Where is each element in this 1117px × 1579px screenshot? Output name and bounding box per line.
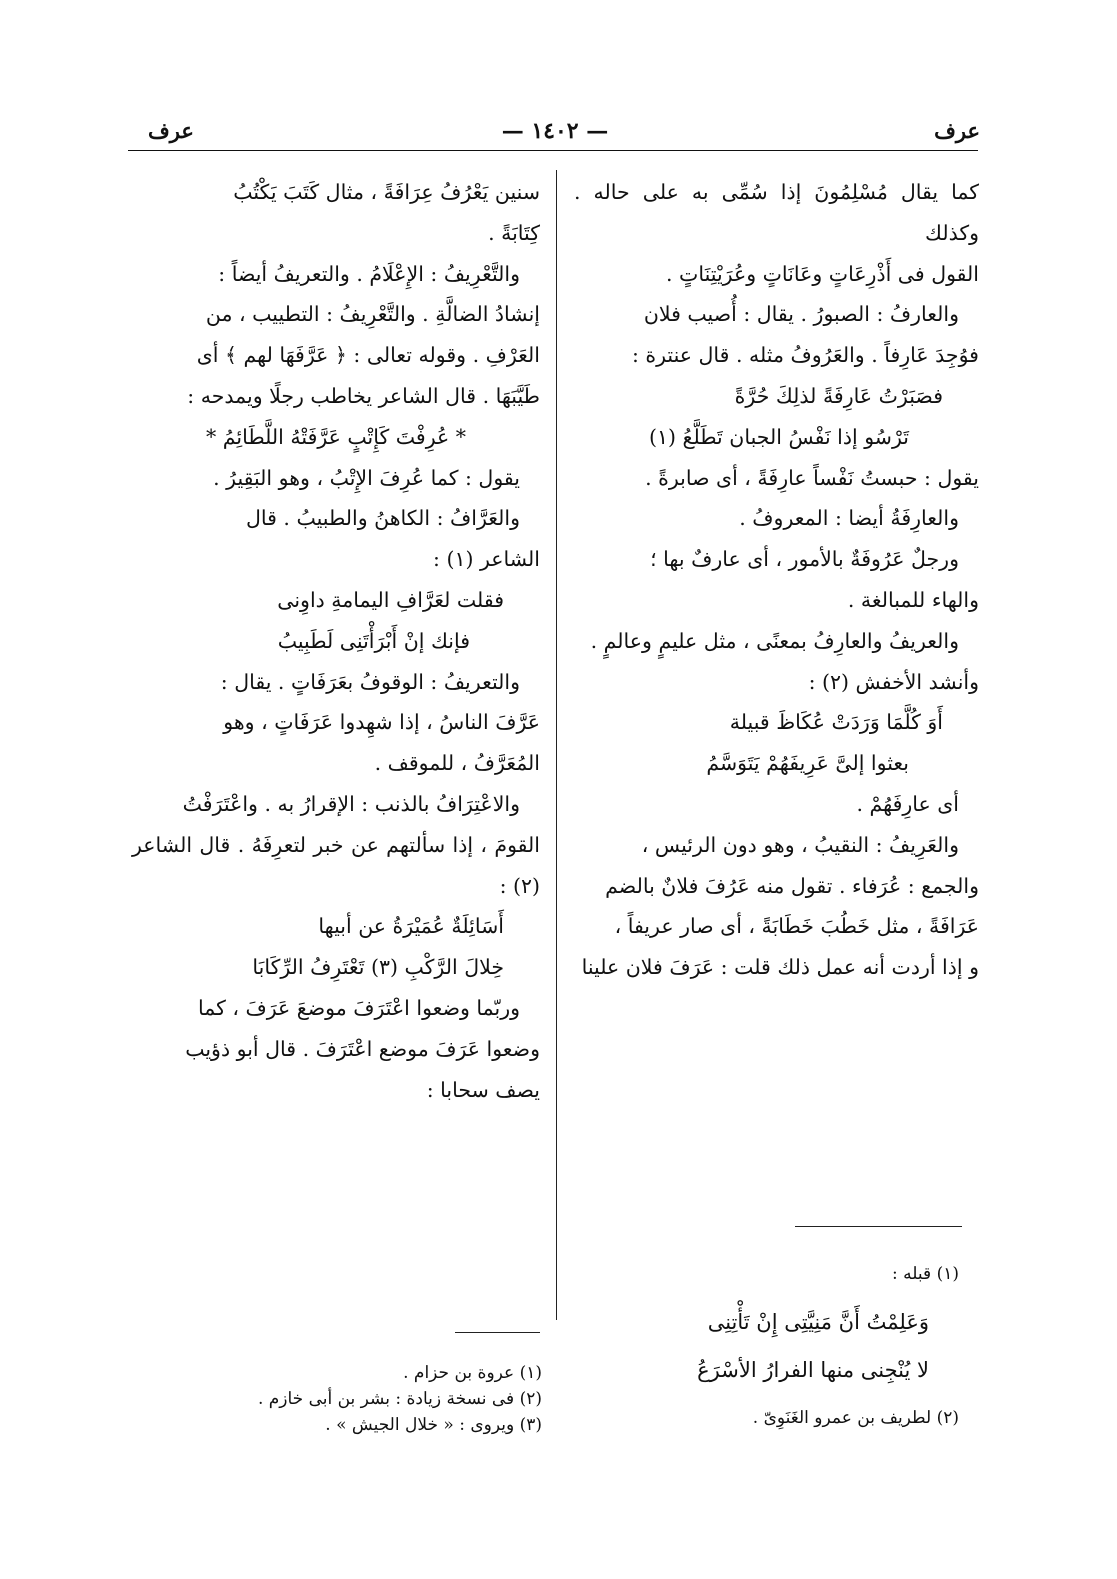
- footnote: (٢) لطريف بن عمرو الغَنَوِىّ .: [752, 1408, 959, 1428]
- column-divider: [556, 170, 557, 1320]
- verse-line: تَرْسُو إذا نَفْسُ الجبان تَطَلَّعُ (١): [649, 424, 909, 449]
- text-line: طَيَّبَهَا . قال الشاعر يخاطب رجلًا ويمدحه :: [187, 383, 540, 408]
- text-line: كِتَابَةً .: [488, 220, 540, 245]
- footnote-verse: لا يُنْجِنى منها الفرارُ الأسْرَعُ: [697, 1358, 929, 1382]
- text-line: والعريفُ والعارِفُ بمعنًى ، مثل عليمٍ وعالمٍ .: [590, 628, 959, 653]
- text-line: فوُجِدَ عَارِفاً . والعَرُوفُ مثله . قال عنترة :: [631, 343, 979, 368]
- text-line: والعارفُ : الصبورُ . يقال : أُصيب فلان: [643, 302, 959, 327]
- page-number: — ١٤٠٢ —: [501, 118, 609, 144]
- text-line: الشاعر (١) :: [433, 547, 540, 572]
- header-rule: [128, 150, 978, 151]
- verse-line: خِلالَ الرَّكْبِ (٣) تَعْتَرِفُ الرِّكَابَا: [252, 955, 504, 980]
- verse-line: أَسَائِلَةٌ عُمَيْرَةُ عن أبيها: [318, 914, 504, 939]
- verse-line: بعثوا إلىَّ عَرِيفَهُمْ يَتَوَسَّمُ: [706, 751, 909, 776]
- headword-left: عرف: [148, 118, 194, 143]
- text-line: إنشادُ الضالَّةِ . والتَّعْرِيفُ : التطييب ، من: [205, 302, 540, 327]
- text-line: يقول : كما عُرِفَ الإِتْبُ ، وهو البَقِيرُ .: [213, 465, 520, 490]
- text-line: ورجلٌ عَرُوفَةٌ بالأمور ، أى عارفٌ بها ؛: [650, 547, 959, 572]
- text-line: القول فى أَذْرِعَاتٍ وعَانَاتٍ وعُرَيْتِنَاتٍ .: [666, 261, 979, 286]
- text-line: وأنشد الأخفش (٢) :: [808, 669, 979, 694]
- right-column: [574, 172, 979, 988]
- footnote-verse: وَعَلِمْتُ أَنَّ مَنِيَّتِى إِنْ تَأْتِنِى: [707, 1310, 929, 1334]
- verse-line: فصَبَرْتُ عَارِفَةً لذلِكَ حُرَّةً: [734, 383, 943, 408]
- text-line: يصف سحابا :: [426, 1077, 540, 1102]
- page-header: [130, 118, 980, 152]
- footnote: (٣) ويروى : « خلال الجيش » .: [325, 1415, 542, 1435]
- text-line: القومَ ، إذا سألتهم عن خبر لتعرِفَهُ . قال الشاعر (٢) :: [132, 832, 540, 898]
- text-line: كما يقال مُسْلِمُونَ إذا سُمِّى به على حاله . وكذلك: [574, 180, 979, 245]
- text-line: والاعْتِرَافُ بالذنب : الإقرارُ به . واعْتَرَفْتُ: [182, 791, 520, 816]
- text-line: عَرَافَةً ، مثل خَطُبَ خَطَابَةً ، أى صار عريفاً ،: [614, 914, 979, 939]
- text-line: عَرَّفَ الناسُ ، إذا شهِدوا عَرَفَاتٍ ، وهو: [223, 710, 540, 735]
- verse-line: أَوَ كُلَّمَا وَرَدَتْ عُكَاظَ قبيلة: [729, 710, 943, 735]
- text-line: والتعريفُ : الوقوفُ بعَرَفَاتٍ . يقال :: [220, 669, 520, 694]
- footnote: (١) قبله :: [892, 1264, 959, 1284]
- text-line: سنين يَعْرُفُ عِرَافَةً ، مثال كَتَبَ يَكْتُبُ: [233, 180, 540, 204]
- text-line: والعَرِيفُ : النقيبُ ، وهو دون الرئيس ،: [641, 832, 959, 857]
- text-line: والعَرَّافُ : الكاهنُ والطبيبُ . قال: [245, 506, 520, 531]
- footnotes-left: [122, 1360, 542, 1438]
- text-line: العَرْفِ . وقوله تعالى : ﴿ عَرَّفَهَا لهم ﴾ أى: [196, 343, 540, 368]
- headword-right: عرف: [934, 118, 980, 143]
- footnote-separator-right: [795, 1226, 962, 1227]
- text-line: والتَّعْرِيفُ : الإِعْلَامُ . والتعريفُ أيضاً :: [218, 261, 520, 286]
- verse-line: * عُرِفْتَ كَإِتْبٍ عَرَّفَتْهُ اللَّطَائِمُ *: [205, 424, 467, 449]
- footnote: (١) عروة بن حزام .: [403, 1363, 542, 1383]
- text-line: يقول : حبستُ نَفْساً عارِفَةً ، أى صابرةً .: [645, 465, 979, 490]
- text-line: وضعوا عَرَفَ موضع اعْتَرَفَ . قال أبو ذؤيب: [185, 1036, 540, 1061]
- text-line: و إذا أردت أنه عمل ذلك قلت : عَرَفَ فلان علينا: [581, 955, 979, 980]
- footnote: (٢) فى نسخة زيادة : بشر بن أبى خازم .: [257, 1389, 542, 1409]
- text-line: أى عارِفَهُمْ .: [856, 791, 959, 816]
- verse-line: فقلت لعَرَّافِ اليمامةِ داوِنى: [277, 587, 504, 612]
- footnotes-right: [559, 1250, 959, 1442]
- text-line: والجمع : عُرَفاء . تقول منه عَرُفَ فلانٌ بالضم: [605, 873, 979, 898]
- verse-line: فإنك إنْ أَبْرَأْتَنِى لَطَبِيبُ: [277, 628, 470, 653]
- footnote-separator-left: [455, 1332, 540, 1333]
- text-line: وربّما وضعوا اعْتَرَفَ موضعَ عَرَفَ ، كما: [197, 995, 520, 1020]
- left-column: [132, 172, 540, 1110]
- text-line: والعارِفَةُ أيضا : المعروفُ .: [739, 506, 959, 531]
- text-line: المُعَرَّفُ ، للموقف .: [374, 751, 540, 776]
- text-line: والهاء للمبالغة .: [847, 587, 979, 612]
